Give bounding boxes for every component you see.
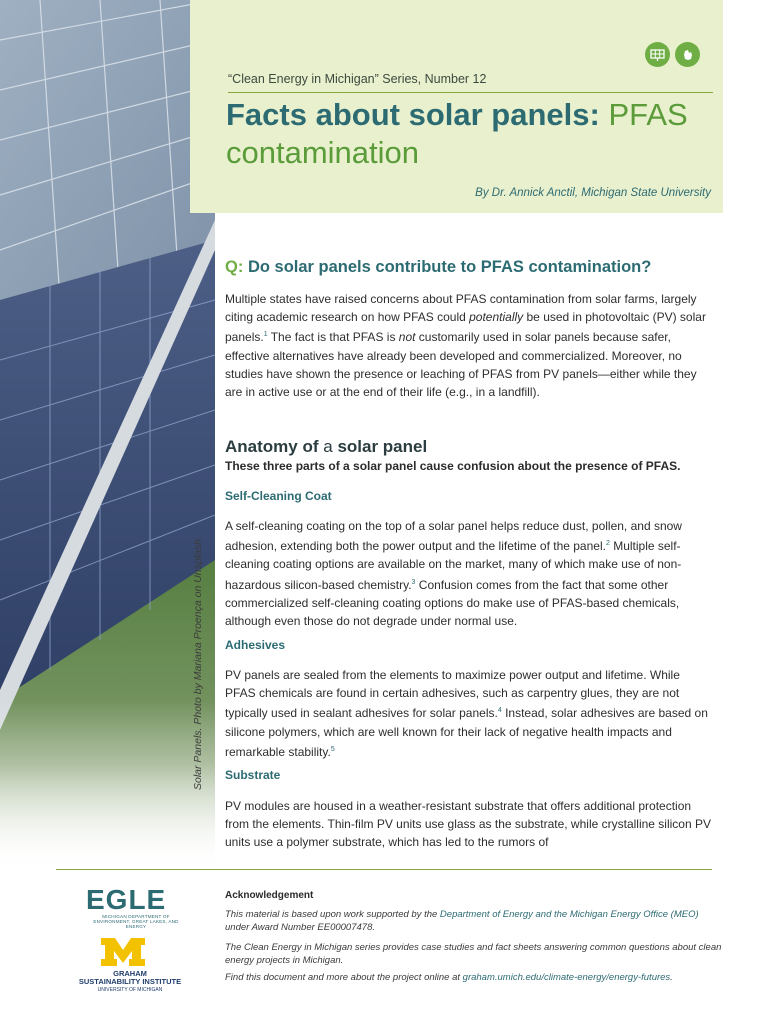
coat-text: A self-cleaning coating on the top of a solar panel helps reduce dust, pollen, and snow adhesion, extending both the power output and the lifetime of the panel.	[225, 519, 682, 554]
intro-paragraph	[225, 290, 713, 401]
adhesives-paragraph	[225, 666, 713, 761]
intro-emphasis: not	[398, 330, 416, 345]
intro-text: customarily used in solar panels because safer, effective alternatives have already been developed and commercialized. Moreover, no studies have shown the presence or leaching of PFAS from PV panels—either while they are in active use or at the end of their life (e.g., in a landfill).	[225, 330, 697, 400]
ack-text: under Award Number EE00007478.	[225, 921, 375, 933]
question-heading	[225, 258, 651, 277]
section-heading-substrate: Substrate	[225, 768, 281, 782]
university-m-logo	[100, 936, 146, 968]
page-title	[226, 96, 716, 172]
footnote-ref[interactable]: 3	[411, 578, 416, 586]
ack-text: This material is based upon work supported by the	[225, 909, 440, 920]
footnote-ref[interactable]: 4	[497, 707, 502, 715]
footer-divider	[56, 869, 712, 870]
anatomy-lead: These three parts of a solar panel cause confusion about the presence of PFAS.	[225, 459, 681, 473]
acknowledgement-text	[225, 909, 725, 934]
section-heading-coat: Self-Cleaning Coat	[225, 489, 332, 503]
substrate-paragraph: PV modules are housed in a weather-resistant substrate that offers additional protection from the elements. Thin-film PV units use glass as the substrate, while crystalline silicon PV units use a polymer substrate, which has led to the rumors of	[225, 799, 711, 850]
intro-text: The fact is that PFAS is	[267, 330, 399, 345]
project-url-link[interactable]: graham.umich.edu/climate-energy/energy-futures	[462, 972, 671, 983]
graham-institute-logo	[76, 970, 184, 994]
graham-logo-text: SUSTAINABILITY INSTITUTE	[78, 977, 182, 986]
graham-logo-text: UNIVERSITY OF MICHIGAN	[97, 987, 163, 993]
egle-logo-subtitle: MICHIGAN DEPARTMENT OF ENVIRONMENT, GREAT LAKES, AND ENERGY	[93, 914, 179, 930]
coat-text: Multiple self-cleaning coating options are available on the market, many of which make use of non-hazardous silicon-based chemistry.	[225, 539, 682, 592]
intro-text: be used in photovoltaic (PV) solar panels.	[225, 310, 706, 345]
ack-text: Find this document and more about the project online at	[225, 972, 463, 983]
footnote-ref[interactable]: 1	[263, 331, 268, 339]
adhesives-text: Instead, solar adhesives are based on silicone polymers, which are well known for their lack of negative health impacts and remarkable stability.	[225, 706, 708, 759]
anatomy-heading-text: a	[323, 437, 333, 456]
footnote-ref[interactable]: 2	[605, 540, 610, 548]
question-prefix: Q:	[225, 258, 244, 276]
title-main: Facts about solar panels:	[226, 97, 600, 132]
egle-logo: EGLE	[86, 884, 167, 915]
intro-text: Multiple states have raised concerns about PFAS contamination from solar farms, largely citing academic research on how PFAS could	[225, 292, 697, 325]
anatomy-heading-text: solar panel	[337, 437, 428, 456]
series-description: The Clean Energy in Michigan series provides case studies and fact sheets answering common questions about clean energy projects in Michigan.	[225, 942, 722, 966]
solar-panel-icon	[645, 42, 670, 67]
title-accent: PFAS	[608, 97, 688, 132]
ack-text: .	[670, 972, 673, 983]
header-divider	[228, 92, 713, 93]
acknowledgement-heading: Acknowledgement	[225, 890, 314, 901]
photo-credit: Solar Panels. Photo by Mariana Proença on Unsplash	[192, 539, 204, 790]
graham-logo-text: GRAHAM	[113, 969, 147, 978]
solar-panel-illustration	[0, 0, 215, 870]
adhesives-text: PV panels are sealed from the elements to maximize power output and lifetime. While PFAS chemicals are found in certain adhesives, such as carpentry glues, they are not typically used in sealant adhesives for solar panels.	[225, 668, 680, 721]
title-accent-line2: contamination	[226, 135, 420, 170]
anatomy-heading-text: Anatomy of	[225, 437, 319, 456]
anatomy-heading	[225, 437, 427, 457]
project-link-text	[225, 972, 725, 985]
question-text: Do solar panels contribute to PFAS contamination?	[247, 258, 652, 276]
doe-meo-link[interactable]: Department of Energy and the Michigan Energy Office (MEO)	[439, 909, 699, 920]
author-byline: By Dr. Annick Anctil, Michigan State University	[475, 187, 711, 199]
section-heading-adhesives: Adhesives	[225, 638, 286, 652]
michigan-icon	[675, 42, 700, 67]
coat-paragraph	[225, 517, 713, 630]
solar-panel-photo	[0, 0, 215, 870]
footnote-ref[interactable]: 5	[330, 745, 335, 753]
coat-text: Confusion comes from the fact that some other commercialized self-cleaning coating options do make use of PFAS-based chemicals, although even those do not degrade under normal use.	[225, 577, 680, 629]
intro-emphasis: potentially	[469, 310, 524, 325]
series-label: “Clean Energy in Michigan” Series, Number 12	[228, 72, 487, 86]
header-panel	[190, 0, 723, 213]
